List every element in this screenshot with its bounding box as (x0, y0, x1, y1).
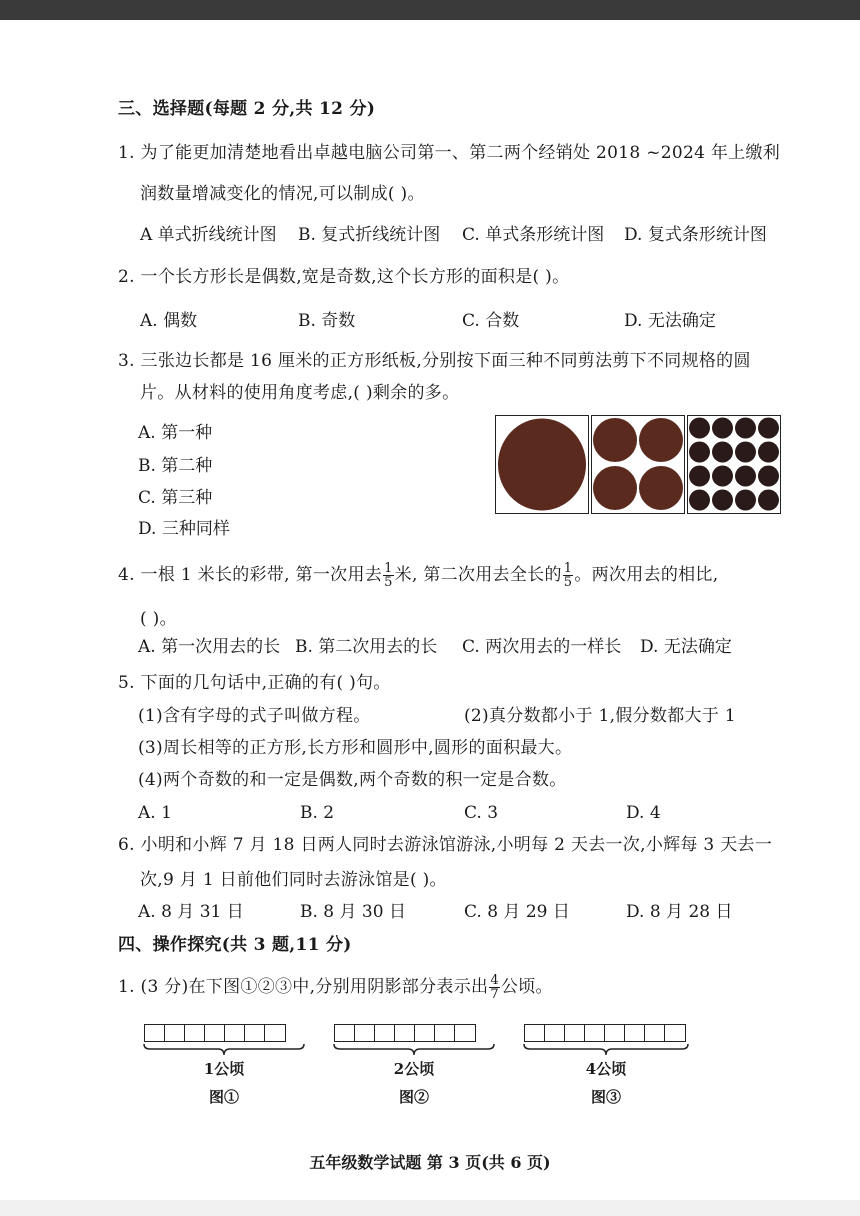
figure-1-brace (140, 1042, 308, 1058)
cut-pattern-one-circle (495, 415, 589, 514)
q2-option-b: B. 奇数 (298, 311, 356, 331)
cut-pattern-sixteen-circles (687, 415, 781, 514)
q1-option-a: A 单式折线统计图 (140, 225, 277, 245)
figure-2-label: 图② (398, 1088, 429, 1106)
q3-option-b: B. 第二种 (138, 456, 213, 476)
q4-line2: ( )。 (140, 609, 177, 629)
q3-line1: 3. 三张边长都是 16 厘米的正方形纸板,分别按下面三种不同剪法剪下不同规格的圆 (118, 351, 751, 371)
q4-line1 (118, 560, 718, 590)
q1-option-d: D. 复式条形统计图 (624, 225, 767, 245)
op1-text-part1: 1. (3 分)在下图①②③中,分别用阴影部分表示出 (118, 977, 489, 997)
q2-option-d: D. 无法确定 (624, 311, 716, 331)
section-3-title: 三、选择题(每题 2 分,共 12 分) (118, 99, 376, 119)
q6-line2: 次,9 月 1 日前他们同时去游泳馆是( )。 (140, 870, 447, 890)
section-4-title: 四、操作探究(共 3 题,11 分) (118, 935, 352, 955)
q3-line2: 片。从材料的使用角度考虑,( )剩余的多。 (140, 383, 460, 403)
q4-fraction-1-denominator: 5 (384, 575, 393, 590)
q4-option-c: C. 两次用去的一样长 (462, 637, 622, 657)
q3-option-d: D. 三种同样 (138, 519, 230, 539)
q5-option-b: B. 2 (300, 803, 335, 823)
op1-text-part2: 公顷。 (500, 977, 553, 997)
figure-2-strip (334, 1024, 476, 1042)
q5-option-c: C. 3 (464, 803, 499, 823)
q4-option-b: B. 第二次用去的长 (295, 637, 438, 657)
q4-fraction-1 (383, 562, 394, 589)
q1-line1: 1. 为了能更加清楚地看出卓越电脑公司第一、第二两个经销处 2018 ~2024 年上缴利 (118, 143, 781, 163)
q4-text-part1: 4. 一根 1 米长的彩带, 第一次用去 (118, 565, 383, 585)
figure-3-strip (524, 1024, 686, 1042)
q6-option-d: D. 8 月 28 日 (626, 902, 733, 922)
q1-line2: 润数量增减变化的情况,可以制成( )。 (140, 184, 425, 204)
figure-3-label: 图③ (590, 1088, 621, 1106)
q4-text-part2: 米, 第二次用去全长的 (394, 565, 562, 585)
figure-2-brace (330, 1042, 498, 1058)
q2-option-c: C. 合数 (462, 311, 520, 331)
figure-1-strip (144, 1024, 286, 1042)
figure-2-amount: 2公顷 (393, 1060, 435, 1078)
op1-line (118, 972, 553, 1002)
op1-fraction (489, 974, 500, 1001)
q4-text-part3: 。两次用去的相比, (574, 565, 719, 585)
q5-line1: 5. 下面的几句话中,正确的有( )句。 (118, 673, 391, 693)
q6-line1: 6. 小明和小辉 7 月 18 日两人同时去游泳馆游泳,小明每 2 天去一次,小辉每 3 天去一 (118, 835, 773, 855)
q6-option-b: B. 8 月 30 日 (300, 902, 406, 922)
q2-line1: 2. 一个长方形长是偶数,宽是奇数,这个长方形的面积是( )。 (118, 267, 570, 287)
q1-option-c: C. 单式条形统计图 (462, 225, 605, 245)
figure-3-brace (520, 1042, 692, 1058)
q4-fraction-2 (563, 562, 574, 589)
q1-option-b: B. 复式折线统计图 (298, 225, 441, 245)
q3-option-c: C. 第三种 (138, 488, 213, 508)
q5-statement-3: (3)周长相等的正方形,长方形和圆形中,圆形的面积最大。 (138, 738, 573, 758)
q4-fraction-2-numerator: 1 (563, 561, 573, 576)
q4-fraction-2-denominator: 5 (563, 575, 573, 590)
cut-pattern-four-circles (591, 415, 685, 514)
q2-option-a: A. 偶数 (140, 311, 198, 331)
q3-option-a: A. 第一种 (138, 423, 213, 443)
figure-3-amount: 4公顷 (585, 1060, 627, 1078)
q5-statement-4: (4)两个奇数的和一定是偶数,两个奇数的积一定是合数。 (138, 770, 567, 790)
q6-option-a: A. 8 月 31 日 (138, 902, 244, 922)
q4-option-d: D. 无法确定 (640, 637, 732, 657)
q5-statement-2: (2)真分数都小于 1,假分数都大于 1 (464, 706, 736, 726)
q5-option-d: D. 4 (626, 803, 661, 823)
q4-option-a: A. 第一次用去的长 (138, 637, 281, 657)
op1-fraction-denominator: 7 (490, 987, 499, 1002)
q5-statement-1: (1)含有字母的式子叫做方程。 (138, 706, 371, 726)
figure-1-label: 图① (208, 1088, 239, 1106)
q5-option-a: A. 1 (138, 803, 172, 823)
figure-1-amount: 1公顷 (203, 1060, 245, 1078)
q4-fraction-1-numerator: 1 (384, 561, 393, 576)
op1-fraction-numerator: 4 (490, 973, 499, 988)
page-footer: 五年级数学试题 第 3 页(共 6 页) (309, 1153, 551, 1172)
q6-option-c: C. 8 月 29 日 (464, 902, 570, 922)
